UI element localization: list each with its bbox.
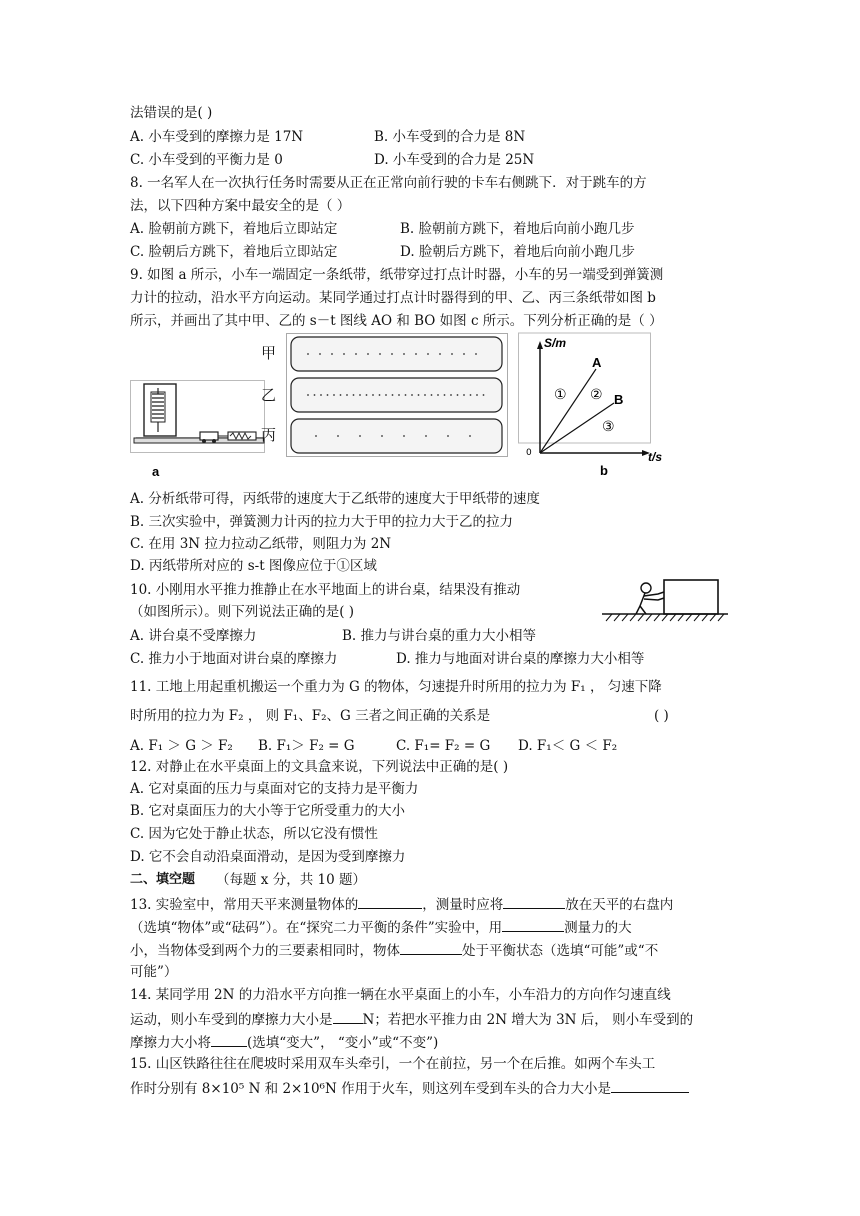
q13-text-2b: 测量力的大 (564, 920, 632, 936)
q13-text-1a: 13. 实验室中，常用天平来测量物体的 (130, 897, 359, 913)
q11-answer-paren: ( ) (654, 708, 669, 724)
q10-option-d: D. 推力与地面对讲台桌的摩擦力大小相等 (396, 651, 645, 667)
q7-option-d: D. 小车受到的合力是 25N (374, 152, 535, 168)
tape-label-yi: 乙 (261, 386, 277, 404)
q11-stem-1: 11. 工地上用起重机搬运一个重力为 G 的物体，匀速提升时所用的拉力为 F₁ ， 匀速下降 (130, 679, 662, 695)
tape-dot (353, 394, 355, 396)
q11-option-b: B. F₁＞ F₂ = G (258, 738, 355, 754)
tape-label-bing: 丙 (261, 426, 277, 444)
tape-dot (411, 394, 413, 396)
tape-dot (320, 394, 322, 396)
q8-option-a: A. 脸朝前方跳下，着地后立即站定 (130, 221, 338, 237)
tape-dot (403, 353, 405, 355)
q11-option-a: A. F₁ ＞ G ＞ F₂ (130, 738, 233, 754)
q14-text-3b: (选填“变大”， “变小”或“不变”) (247, 1035, 439, 1051)
q13-text-3b: 处于平衡状态（选填“可能”或“不 (462, 943, 659, 959)
q9-stem-1: 9. 如图 a 所示，小车一端固定一条纸带，纸带穿过打点计时器，小车的另一端受到弹簧测 (130, 267, 664, 283)
tape-dot (315, 435, 317, 437)
q9-option-d: D. 丙纸带所对应的 s-t 图像应位于①区域 (130, 558, 377, 574)
graph-region-3: ③ (602, 419, 615, 435)
q13-blank-4[interactable] (400, 940, 462, 955)
tape-dot (418, 394, 420, 396)
q9-stem-2: 力计的拉动，沿水平方向运动。某同学通过打点计时器得到的甲、乙、丙三条纸带如图 b (130, 290, 656, 306)
tape-dot (379, 353, 381, 355)
tape-dot (437, 394, 439, 396)
q11-stem-2: 时所用的拉力为 F₂ ， 则 F₁、F₂、G 三者之间正确的关系是 (130, 708, 491, 724)
graph-line-b-label: B (614, 392, 624, 407)
tape-dot (425, 435, 427, 437)
q11-option-d: D. F₁＜ G ＜ F₂ (518, 738, 618, 754)
q12-option-c: C. 因为它处于静止状态，所以它没有惯性 (130, 826, 378, 842)
q9-option-b: B. 三次实验中，弹簧测力计丙的拉力大于甲的拉力大于乙的拉力 (130, 514, 514, 530)
tape-dot (307, 394, 309, 396)
tape-dot (346, 394, 348, 396)
q15-blank-1[interactable] (611, 1078, 689, 1093)
q12-option-a: A. 它对桌面的压力与桌面对它的支持力是平衡力 (130, 781, 419, 797)
q7-option-b: B. 小车受到的合力是 8N (374, 129, 526, 145)
tape-dot (475, 353, 477, 355)
q14-line-3 (130, 1032, 438, 1052)
q13-blank-1[interactable] (358, 894, 422, 909)
q13-blank-3[interactable] (502, 917, 564, 932)
q8-stem-2: 法，以下四种方案中最安全的是（ ） (130, 198, 351, 214)
q13-text-2a: （选填“物体”或“砝码”）。在“探究二力平衡的条件”实验中，用 (130, 920, 503, 936)
graph-origin: 0 (526, 448, 532, 458)
tape-dot (427, 353, 429, 355)
tape-dot (379, 394, 381, 396)
tape-dot (381, 435, 383, 437)
graph-line-a-label: A (592, 355, 602, 370)
q10-stem-1: 10. 小刚用水平推力推静止在水平地面上的讲台桌，结果没有推动 (130, 582, 521, 598)
q13-line-3 (130, 940, 658, 960)
q8-stem-1: 8. 一名军人在一次执行任务时需要从正在正常向前行驶的卡车右侧跳下．对于跳车的方 (130, 175, 647, 191)
tape-dot (398, 394, 400, 396)
q15-text-2: 作时分别有 8×10⁵ N 和 2×10⁶N 作用于火车，则这列车受到车头的合力大小是 (130, 1081, 612, 1097)
graph-region-2: ② (590, 387, 603, 403)
tape-dot (403, 435, 405, 437)
q8-option-c: C. 脸朝后方跳下，着地后立即站定 (130, 244, 338, 260)
q7-option-c: C. 小车受到的平衡力是 0 (130, 152, 283, 168)
tape-dot (431, 394, 433, 396)
tape-dot (385, 394, 387, 396)
q12-stem: 12. 对静止在水平桌面上的文具盒来说，下列说法中正确的是( ) (130, 759, 509, 775)
q15-line-1: 15. 山区铁路往往在爬坡时采用双车头牵引，一个在前拉，另一个在后推。如两个车头工 (130, 1056, 656, 1072)
q11-option-c: C. F₁= F₂ = G (396, 738, 491, 754)
q14-text-2a: 运动，则小车受到的摩擦力大小是 (130, 1012, 333, 1028)
graph-xlabel: t/s (648, 450, 663, 464)
q13-text-3a: 小，当物体受到两个力的三要素相同时，物体 (130, 943, 400, 959)
tape-dot (366, 394, 368, 396)
q14-blank-2[interactable] (211, 1032, 247, 1047)
tape-dot (327, 394, 329, 396)
q8-option-b: B. 脸朝前方跳下，着地后向前小跑几步 (400, 221, 635, 237)
q13-line-1 (130, 894, 673, 914)
tape-dot (463, 353, 465, 355)
tape-dot (424, 394, 426, 396)
q12-option-d: D. 它不会自动沿桌面滑动，是因为受到摩擦力 (130, 849, 406, 865)
q14-line-1: 14. 某同学用 2N 的力沿水平方向推一辆在水平桌面上的小车，小车沿力的方向作匀速直线 (130, 987, 671, 1003)
tape-dot (331, 353, 333, 355)
graph-region-1: ① (554, 387, 567, 403)
tape-dot (391, 353, 393, 355)
tape-dot (307, 353, 309, 355)
q10-option-a: A. 讲台桌不受摩擦力 (130, 628, 257, 644)
tape-dot (444, 394, 446, 396)
q13-text-1c: 放在天平的右盘内 (565, 897, 674, 913)
q10-option-b: B. 推力与讲台桌的重力大小相等 (342, 628, 537, 644)
tape-dot (457, 394, 459, 396)
figure-st-graph (518, 327, 674, 477)
tape-dot (319, 353, 321, 355)
tape-dot (447, 435, 449, 437)
q9-option-a: A. 分析纸带可得，丙纸带的速度大于乙纸带的速度大于甲纸带的速度 (130, 491, 540, 507)
q14-blank-1[interactable] (333, 1009, 363, 1024)
tape-dot (450, 394, 452, 396)
section-2-title: 二、填空题 (130, 872, 196, 887)
tape-dot (476, 394, 478, 396)
tape-dot (372, 394, 374, 396)
q14-line-2 (130, 1009, 693, 1029)
q13-line-4: 可能”） (130, 964, 178, 980)
tape-dot (343, 353, 345, 355)
tape-dot (359, 435, 361, 437)
tape-dot (355, 353, 357, 355)
tape-dot (451, 353, 453, 355)
q8-option-d: D. 脸朝后方跳下，着地后向前小跑几步 (400, 244, 635, 260)
q13-blank-2[interactable] (503, 894, 565, 909)
tape-label-jia: 甲 (261, 344, 277, 362)
figure-push-desk (600, 574, 730, 634)
graph-ylabel: S/m (544, 336, 567, 350)
q9-option-c: C. 在用 3N 拉力拉动乙纸带，则阻力为 2N (130, 536, 392, 552)
figure-a-apparatus (130, 380, 270, 480)
tape-dot (405, 394, 407, 396)
tape-dot (469, 435, 471, 437)
q14-text-2b: N；若把水平推力由 2N 增大为 3N 后， 则小车受到的 (362, 1012, 694, 1028)
graph-sub-label: b (600, 463, 608, 477)
tape-jia (291, 337, 502, 371)
q9-stem-3: 所示，并画出了其中甲、乙的 s－t 图线 AO 和 BO 如图 c 所示。下列分析正确的是（ ） (130, 313, 663, 329)
tape-dot (439, 353, 441, 355)
tape-dot (337, 435, 339, 437)
q7-stem-end: 法错误的是( ) (130, 105, 213, 121)
tape-dot (367, 353, 369, 355)
q13-line-2 (130, 917, 632, 937)
q14-text-3a: 摩擦力大小将 (130, 1035, 211, 1051)
tape-dot (314, 394, 316, 396)
q7-option-a: A. 小车受到的摩擦力是 17N (130, 129, 304, 145)
section-2-note: （每题 x 分，共 10 题） (216, 872, 366, 888)
tape-dot (483, 394, 485, 396)
tape-dot (415, 353, 417, 355)
tape-dot (392, 394, 394, 396)
q13-text-1b: ，测量时应将 (422, 897, 504, 913)
q10-stem-2: （如图所示）。则下列说法正确的是( ) (130, 604, 355, 620)
figure-b-tapes (286, 333, 508, 457)
tape-dot (340, 394, 342, 396)
q12-option-b: B. 它对桌面压力的大小等于它所受重力的大小 (130, 803, 406, 819)
tape-dot (470, 394, 472, 396)
tape-dot (333, 394, 335, 396)
tape-dot (359, 394, 361, 396)
tape-dot (463, 394, 465, 396)
figure-a-label: a (152, 464, 160, 479)
q10-option-c: C. 推力小于地面对讲台桌的摩擦力 (130, 651, 338, 667)
q15-line-2 (130, 1078, 689, 1098)
